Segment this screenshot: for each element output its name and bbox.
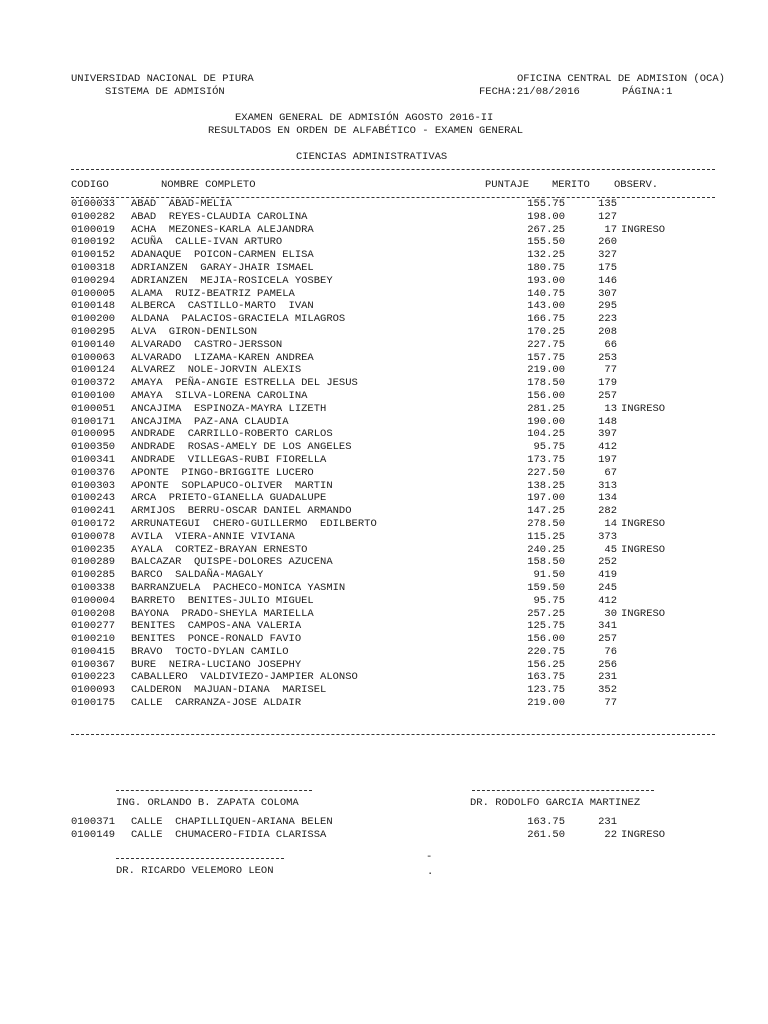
- row-name: BARRETO BENITES-JULIO MIGUEL: [131, 594, 314, 607]
- row-name: ANDRADE VILLEGAS-RUBI FIORELLA: [131, 453, 327, 466]
- results-table: [71, 198, 711, 710]
- row-merit: 127: [598, 210, 617, 223]
- row-score: 159.50: [527, 581, 565, 594]
- table-row: [71, 646, 711, 659]
- table-row: [71, 275, 711, 288]
- row-merit: 231: [598, 816, 617, 828]
- table-row: [71, 428, 711, 441]
- row-merit: 231: [598, 671, 617, 684]
- row-merit: 197: [598, 453, 617, 466]
- row-name: ALAMA RUIZ-BEATRIZ PAMELA: [131, 287, 295, 300]
- col-code: CODIGO: [71, 179, 109, 191]
- row-score: 140.75: [527, 287, 565, 300]
- row-name: ALVARADO LIZAMA-KAREN ANDREA: [131, 351, 314, 364]
- row-score: 220.75: [527, 645, 565, 658]
- row-score: 257.25: [527, 607, 565, 620]
- col-score: PUNTAJE: [485, 179, 530, 191]
- table-row: [71, 829, 711, 842]
- row-code: 0100295: [71, 325, 116, 338]
- table-row: [71, 544, 711, 557]
- row-merit: 208: [598, 325, 617, 338]
- row-code: 0100200: [71, 313, 116, 326]
- row-code: 0100223: [71, 671, 116, 684]
- row-score: 219.00: [527, 364, 565, 377]
- row-code: 0100376: [71, 466, 116, 479]
- table-row: [71, 249, 711, 262]
- signature-line-left: [116, 790, 312, 791]
- row-name: ANDRADE ROSAS-AMELY DE LOS ANGELES: [131, 441, 352, 454]
- row-score: 193.00: [527, 274, 565, 287]
- table-row: [71, 518, 711, 531]
- row-code: 0100303: [71, 479, 116, 492]
- table-row: [71, 633, 711, 646]
- row-name: ALVA GIRON-DENILSON: [131, 325, 258, 338]
- row-score: 155.75: [527, 198, 565, 210]
- table-row: [71, 569, 711, 582]
- row-merit: 245: [598, 581, 617, 594]
- row-code: 0100243: [71, 492, 116, 505]
- row-code: 0100277: [71, 620, 116, 633]
- row-merit: 148: [598, 415, 617, 428]
- table-row: [71, 556, 711, 569]
- row-name: AVILA VIERA-ANNIE VIVIANA: [131, 530, 295, 543]
- row-obs: INGRESO: [621, 543, 666, 556]
- row-merit: 175: [598, 261, 617, 274]
- row-merit: 77: [604, 697, 617, 710]
- row-code: 0100033: [71, 198, 116, 210]
- row-merit: 30: [604, 607, 617, 620]
- row-score: 163.75: [527, 671, 565, 684]
- signature-left: ING. ORLANDO B. ZAPATA COLOMA: [116, 797, 299, 809]
- row-name: BENITES PONCE-RONALD FAVIO: [131, 633, 302, 646]
- row-merit: 352: [598, 684, 617, 697]
- row-score: 95.75: [533, 441, 565, 454]
- row-name: APONTE PINGO-BRIGGITE LUCERO: [131, 466, 314, 479]
- row-merit: 17: [604, 223, 617, 236]
- row-name: ANCAJIMA ESPINOZA-MAYRA LIZETH: [131, 402, 327, 415]
- row-score: 180.75: [527, 261, 565, 274]
- report-date: FECHA:21/08/2016: [479, 86, 580, 98]
- extra-rows: [71, 816, 711, 842]
- table-row: [71, 236, 711, 249]
- row-code: 0100005: [71, 287, 116, 300]
- row-name: CALLE CHAPILLIQUEN-ARIANA BELEN: [131, 816, 333, 828]
- table-row: [71, 480, 711, 493]
- row-merit: 313: [598, 479, 617, 492]
- row-score: 166.75: [527, 313, 565, 326]
- row-code: 0100285: [71, 569, 116, 582]
- row-merit: 146: [598, 274, 617, 287]
- row-score: 173.75: [527, 453, 565, 466]
- row-score: 156.00: [527, 633, 565, 646]
- row-score: 261.50: [527, 828, 565, 841]
- table-row: [71, 620, 711, 633]
- table-row: [71, 608, 711, 621]
- row-score: 198.00: [527, 210, 565, 223]
- table-row: [71, 403, 711, 416]
- row-name: BURE NEIRA-LUCIANO JOSEPHY: [131, 658, 302, 671]
- row-name: ARMIJOS BERRU-OSCAR DANIEL ARMANDO: [131, 505, 352, 518]
- row-name: CALLE CARRANZA-JOSE ALDAIR: [131, 697, 302, 710]
- row-merit: 373: [598, 530, 617, 543]
- row-score: 156.00: [527, 389, 565, 402]
- row-score: 163.75: [527, 816, 565, 828]
- row-merit: 22: [604, 828, 617, 841]
- row-name: ALBERCA CASTILLO-MARTO IVAN: [131, 300, 314, 313]
- row-score: 115.25: [527, 530, 565, 543]
- row-merit: 179: [598, 377, 617, 390]
- row-obs: INGRESO: [621, 607, 666, 620]
- divider-top: [71, 169, 715, 170]
- row-name: AMAYA SILVA-LORENA CAROLINA: [131, 389, 308, 402]
- row-merit: 14: [604, 517, 617, 530]
- row-obs: INGRESO: [621, 828, 666, 841]
- row-code: 0100093: [71, 684, 116, 697]
- signature-bottom: DR. RICARDO VELEMORO LEON: [116, 865, 274, 877]
- row-name: ALDANA PALACIOS-GRACIELA MILAGROS: [131, 313, 346, 326]
- row-merit: 257: [598, 633, 617, 646]
- row-name: BAYONA PRADO-SHEYLA MARIELLA: [131, 607, 314, 620]
- row-name: ARRUNATEGUI CHERO-GUILLERMO EDILBERTO: [131, 517, 377, 530]
- row-name: BARRANZUELA PACHECO-MONICA YASMIN: [131, 581, 346, 594]
- row-code: 0100372: [71, 377, 116, 390]
- row-name: CALLE CHUMACERO-FIDIA CLARISSA: [131, 828, 327, 841]
- row-name: BALCAZAR QUISPE-DOLORES AZUCENA: [131, 556, 333, 569]
- row-code: 0100175: [71, 697, 116, 710]
- table-row: [71, 198, 711, 211]
- row-name: ANCAJIMA PAZ-ANA CLAUDIA: [131, 415, 289, 428]
- row-score: 91.50: [533, 569, 565, 582]
- col-merit: MERITO: [552, 179, 590, 191]
- row-score: 157.75: [527, 351, 565, 364]
- row-code: 0100294: [71, 274, 116, 287]
- row-name: ADRIANZEN GARAY-JHAIR ISMAEL: [131, 261, 314, 274]
- row-name: ALVAREZ NOLE-JORVIN ALEXIS: [131, 364, 302, 377]
- row-merit: 257: [598, 389, 617, 402]
- faculty-title: CIENCIAS ADMINISTRATIVAS: [296, 151, 448, 163]
- row-merit: 13: [604, 402, 617, 415]
- table-row: [71, 467, 711, 480]
- row-code: 0100063: [71, 351, 116, 364]
- row-name: ACUÑA CALLE-IVAN ARTURO: [131, 236, 283, 249]
- row-score: 278.50: [527, 517, 565, 530]
- row-merit: 223: [598, 313, 617, 326]
- row-name: ADANAQUE POICON-CARMEN ELISA: [131, 249, 314, 262]
- table-row: [71, 390, 711, 403]
- table-row: [71, 326, 711, 339]
- row-code: 0100371: [71, 816, 116, 828]
- row-score: 197.00: [527, 492, 565, 505]
- row-merit: 135: [598, 198, 617, 210]
- row-code: 0100124: [71, 364, 116, 377]
- row-code: 0100148: [71, 300, 116, 313]
- row-score: 267.25: [527, 223, 565, 236]
- row-name: BENITES CAMPOS-ANA VALERIA: [131, 620, 302, 633]
- row-code: 0100095: [71, 428, 116, 441]
- row-name: ADRIANZEN MEJIA-ROSICELA YOSBEY: [131, 274, 333, 287]
- row-score: 281.25: [527, 402, 565, 415]
- row-name: CABALLERO VALDIVIEZO-JAMPIER ALONSO: [131, 671, 358, 684]
- row-name: ANDRADE CARRILLO-ROBERTO CARLOS: [131, 428, 333, 441]
- row-merit: 419: [598, 569, 617, 582]
- row-code: 0100350: [71, 441, 116, 454]
- row-code: 0100171: [71, 415, 116, 428]
- row-score: 227.75: [527, 338, 565, 351]
- row-score: 143.00: [527, 300, 565, 313]
- university-name: UNIVERSIDAD NACIONAL DE PIURA: [71, 73, 254, 85]
- row-code: 0100282: [71, 210, 116, 223]
- table-row: [71, 352, 711, 365]
- table-row: [71, 671, 711, 684]
- row-code: 0100241: [71, 505, 116, 518]
- row-code: 0100051: [71, 402, 116, 415]
- row-name: CALDERON MAJUAN-DIANA MARISEL: [131, 684, 327, 697]
- row-score: 155.50: [527, 236, 565, 249]
- table-row: [71, 697, 711, 710]
- results-title: RESULTADOS EN ORDEN DE ALFABÉTICO - EXAMEN GENERAL: [208, 125, 524, 137]
- bottom-dot: .: [427, 866, 434, 878]
- row-score: 123.75: [527, 684, 565, 697]
- row-score: 219.00: [527, 697, 565, 710]
- row-merit: 134: [598, 492, 617, 505]
- row-name: ALVARADO CASTRO-JERSSON: [131, 338, 283, 351]
- row-merit: 412: [598, 594, 617, 607]
- row-score: 190.00: [527, 415, 565, 428]
- row-score: 138.25: [527, 479, 565, 492]
- row-code: 0100341: [71, 453, 116, 466]
- row-merit: 282: [598, 505, 617, 518]
- table-row: [71, 582, 711, 595]
- row-code: 0100192: [71, 236, 116, 249]
- row-score: 147.25: [527, 505, 565, 518]
- table-row: [71, 505, 711, 518]
- row-code: 0100140: [71, 338, 116, 351]
- table-row: [71, 441, 711, 454]
- row-merit: 66: [604, 338, 617, 351]
- row-score: 178.50: [527, 377, 565, 390]
- signature-line-bottom: [116, 858, 284, 859]
- row-code: 0100004: [71, 594, 116, 607]
- table-row: [71, 595, 711, 608]
- system-name: SISTEMA DE ADMISIÓN: [105, 86, 225, 98]
- row-name: AYALA CORTEZ-BRAYAN ERNESTO: [131, 543, 308, 556]
- row-name: BARCO SALDAÑA-MAGALY: [131, 569, 264, 582]
- row-name: ABAD REYES-CLAUDIA CAROLINA: [131, 210, 308, 223]
- table-row: [71, 313, 711, 326]
- row-code: 0100318: [71, 261, 116, 274]
- row-merit: 256: [598, 658, 617, 671]
- row-code: 0100367: [71, 658, 116, 671]
- row-code: 0100078: [71, 530, 116, 543]
- row-merit: 67: [604, 466, 617, 479]
- row-merit: 307: [598, 287, 617, 300]
- col-name: NOMBRE COMPLETO: [161, 179, 256, 191]
- row-name: ARCA PRIETO-GIANELLA GUADALUPE: [131, 492, 327, 505]
- row-score: 156.25: [527, 658, 565, 671]
- table-row: [71, 816, 711, 829]
- row-merit: 412: [598, 441, 617, 454]
- table-row: [71, 288, 711, 301]
- table-row: [71, 377, 711, 390]
- row-merit: 327: [598, 249, 617, 262]
- table-row: [71, 339, 711, 352]
- row-name: APONTE SOPLAPUCO-OLIVER MARTIN: [131, 479, 333, 492]
- table-row: [71, 659, 711, 672]
- exam-title: EXAMEN GENERAL DE ADMISIÓN AGOSTO 2016-II: [235, 112, 494, 124]
- table-row: [71, 531, 711, 544]
- table-row: [71, 262, 711, 275]
- page-number: PÁGINA:1: [622, 86, 673, 98]
- row-merit: 76: [604, 645, 617, 658]
- row-code: 0100289: [71, 556, 116, 569]
- table-row: [71, 492, 711, 505]
- row-merit: 260: [598, 236, 617, 249]
- row-score: 240.25: [527, 543, 565, 556]
- table-row: [71, 300, 711, 313]
- row-code: 0100100: [71, 389, 116, 402]
- row-score: 125.75: [527, 620, 565, 633]
- row-name: BRAVO TOCTO-DYLAN CAMILO: [131, 645, 289, 658]
- table-row: [71, 454, 711, 467]
- row-code: 0100152: [71, 249, 116, 262]
- row-score: 95.75: [533, 594, 565, 607]
- table-row: [71, 364, 711, 377]
- row-score: 227.50: [527, 466, 565, 479]
- row-name: ACHA MEZONES-KARLA ALEJANDRA: [131, 223, 314, 236]
- row-code: 0100210: [71, 633, 116, 646]
- row-score: 170.25: [527, 325, 565, 338]
- col-obs: OBSERV.: [614, 179, 659, 191]
- row-merit: 295: [598, 300, 617, 313]
- table-row: [71, 684, 711, 697]
- row-obs: INGRESO: [621, 517, 666, 530]
- row-merit: 253: [598, 351, 617, 364]
- row-obs: INGRESO: [621, 223, 666, 236]
- row-code: 0100019: [71, 223, 116, 236]
- row-name: ABAD ABAD-MELIA: [131, 198, 232, 210]
- office-name: OFICINA CENTRAL DE ADMISION (OCA): [517, 73, 725, 85]
- table-row: [71, 224, 711, 237]
- row-code: 0100208: [71, 607, 116, 620]
- row-merit: 397: [598, 428, 617, 441]
- row-code: 0100172: [71, 517, 116, 530]
- signature-right: DR. RODOLFO GARCIA MARTINEZ: [470, 797, 641, 809]
- table-row: [71, 211, 711, 224]
- row-merit: 252: [598, 556, 617, 569]
- row-merit: 45: [604, 543, 617, 556]
- bottom-mark: -: [426, 851, 433, 863]
- row-code: 0100338: [71, 581, 116, 594]
- row-merit: 77: [604, 364, 617, 377]
- row-code: 0100235: [71, 543, 116, 556]
- row-name: AMAYA PEÑA-ANGIE ESTRELLA DEL JESUS: [131, 377, 358, 390]
- row-code: 0100149: [71, 828, 116, 841]
- row-obs: INGRESO: [621, 402, 666, 415]
- row-score: 132.25: [527, 249, 565, 262]
- signature-line-right: [472, 790, 654, 791]
- row-merit: 341: [598, 620, 617, 633]
- row-code: 0100415: [71, 645, 116, 658]
- table-row: [71, 416, 711, 429]
- row-score: 158.50: [527, 556, 565, 569]
- divider-bottom: [71, 734, 715, 735]
- row-score: 104.25: [527, 428, 565, 441]
